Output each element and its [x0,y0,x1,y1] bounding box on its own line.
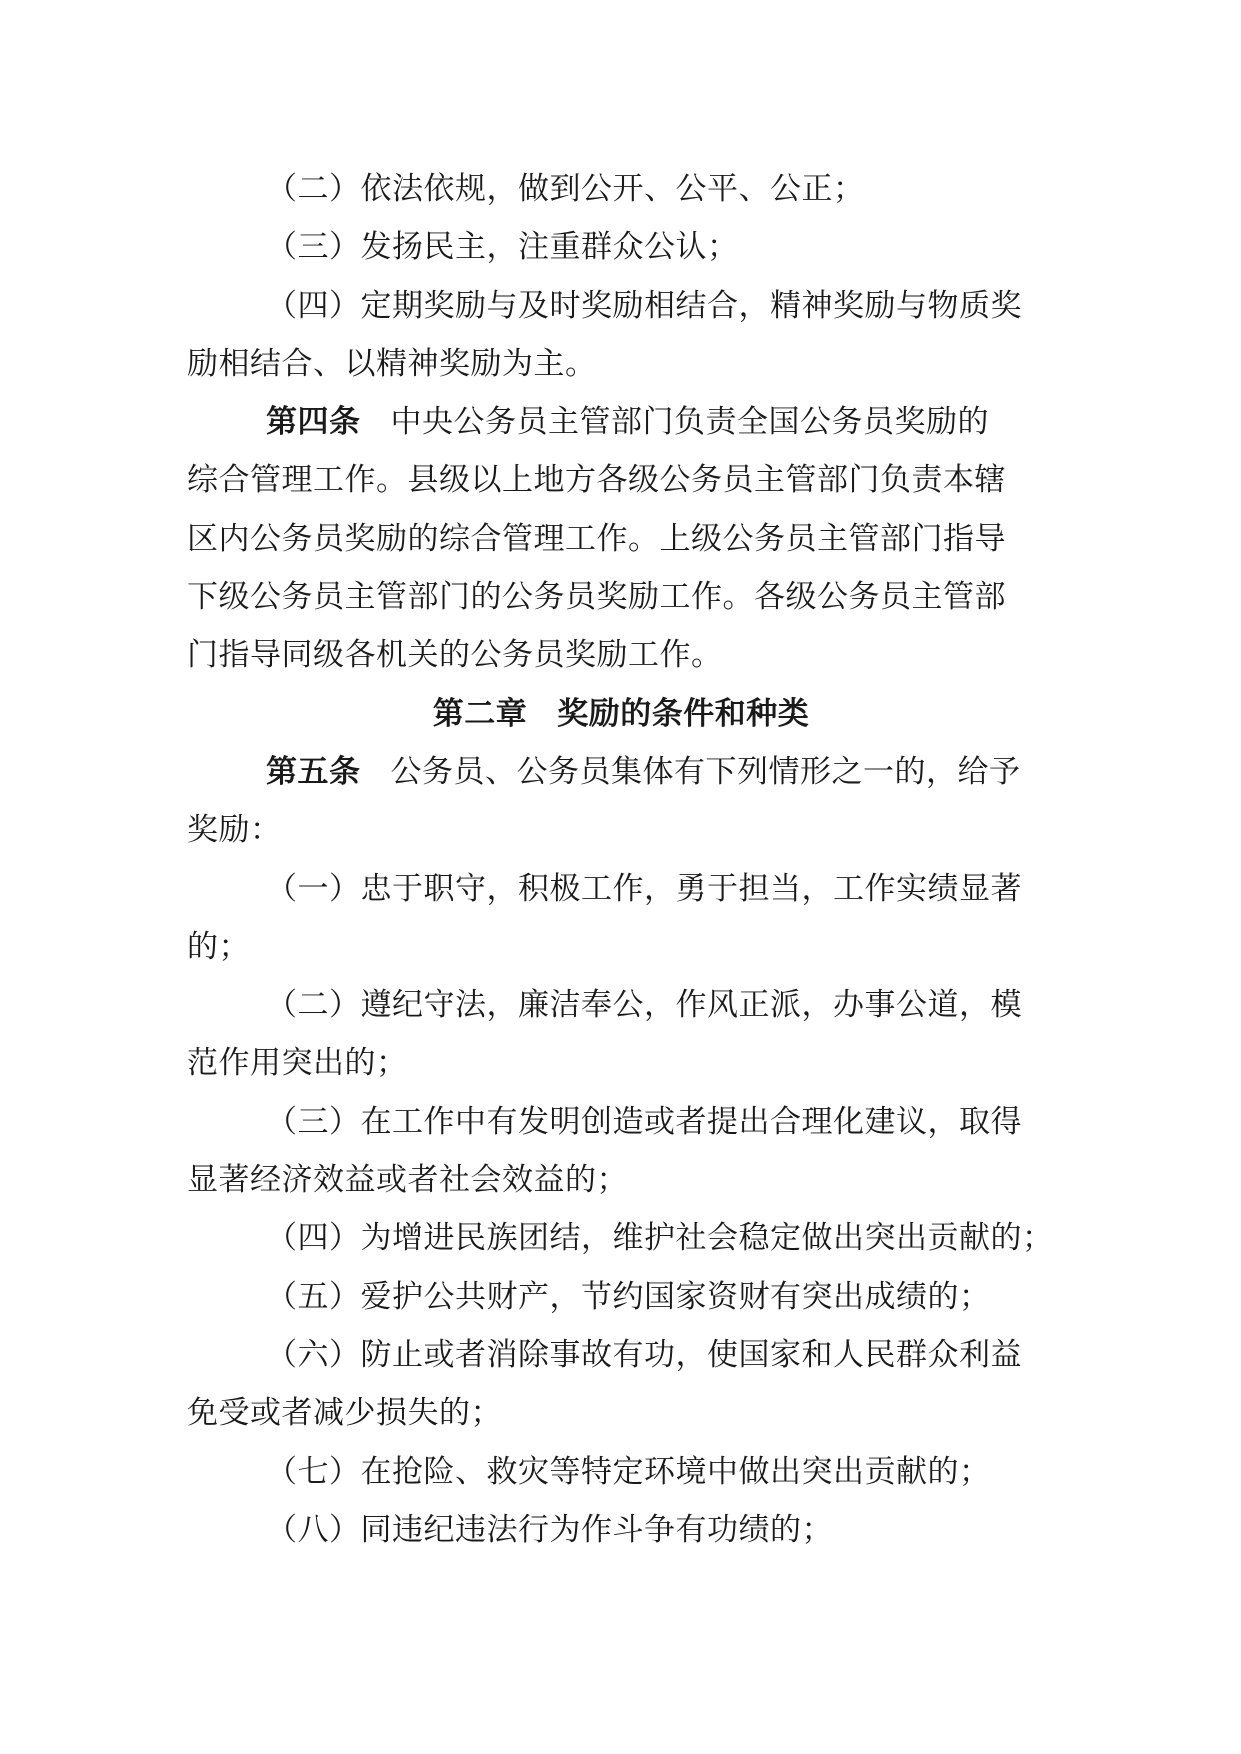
article-4-label: 第四条 [266,404,361,441]
condition-3-line-2: 显著经济效益或者社会效益的； [187,1162,628,1199]
article-4-line-5: 门指导同级各机关的公务员奖励工作。 [187,637,723,674]
condition-6-line-1: （六）防止或者消除事故有功，使国家和人民群众利益 [266,1336,1022,1373]
clause-4-principle-line-2: 励相结合、以精神奖励为主。 [187,345,597,382]
condition-6-line-2: 免受或者减少损失的； [187,1395,502,1432]
article-4-line-3: 区内公务员奖励的综合管理工作。上级公务员主管部门指导 [187,520,1006,557]
clause-4-principle-line-1: （四）定期奖励与及时奖励相结合，精神奖励与物质奖 [266,287,1022,324]
condition-8: （八）同违纪违法行为作斗争有功绩的； [266,1511,833,1548]
document-body [187,160,1055,1559]
condition-4: （四）为增进民族团结，维护社会稳定做出突出贡献的； [266,1220,1054,1257]
article-4-line-4: 下级公务员主管部门的公务员奖励工作。各级公务员主管部 [187,579,1006,616]
clause-2-principle: （二）依法依规，做到公开、公平、公正； [266,171,865,207]
chapter-2-heading [187,685,1055,743]
condition-7: （七）在抢险、救灾等特定环境中做出突出贡献的； [266,1453,991,1490]
article-5-label: 第五条 [266,753,361,790]
article-5-line-2: 奖励： [187,812,282,849]
condition-3-line-1: （三）在工作中有发明创造或者提出合理化建议，取得 [266,1103,1022,1140]
condition-2-line-2: 范作用突出的； [187,1045,408,1082]
article-4-line-2: 综合管理工作。县级以上地方各级公务员主管部门负责本辖 [187,462,1006,499]
article-4-text-line-1: 中央公务员主管部门负责全国公务员奖励的 [390,404,989,441]
chapter-2-title: 奖励的条件和种类 [557,695,810,732]
article-4-line-1 [187,393,1055,451]
condition-1-line-1: （一）忠于职守，积极工作，勇于担当，工作实绩显著 [266,870,1022,907]
article-5-text-line-1: 公务员、公务员集体有下列情形之一的，给予 [390,753,1021,790]
condition-1-line-2: 的； [187,928,250,965]
condition-2-line-1: （二）遵纪守法，廉洁奉公，作风正派，办事公道，模 [266,987,1022,1024]
clause-3-principle: （三）发扬民主，注重群众公认； [266,229,739,266]
article-5-line-1 [187,743,1055,801]
condition-5: （五）爱护公共财产，节约国家资财有突出成绩的； [266,1278,991,1315]
chapter-2-number: 第二章 [432,695,528,732]
